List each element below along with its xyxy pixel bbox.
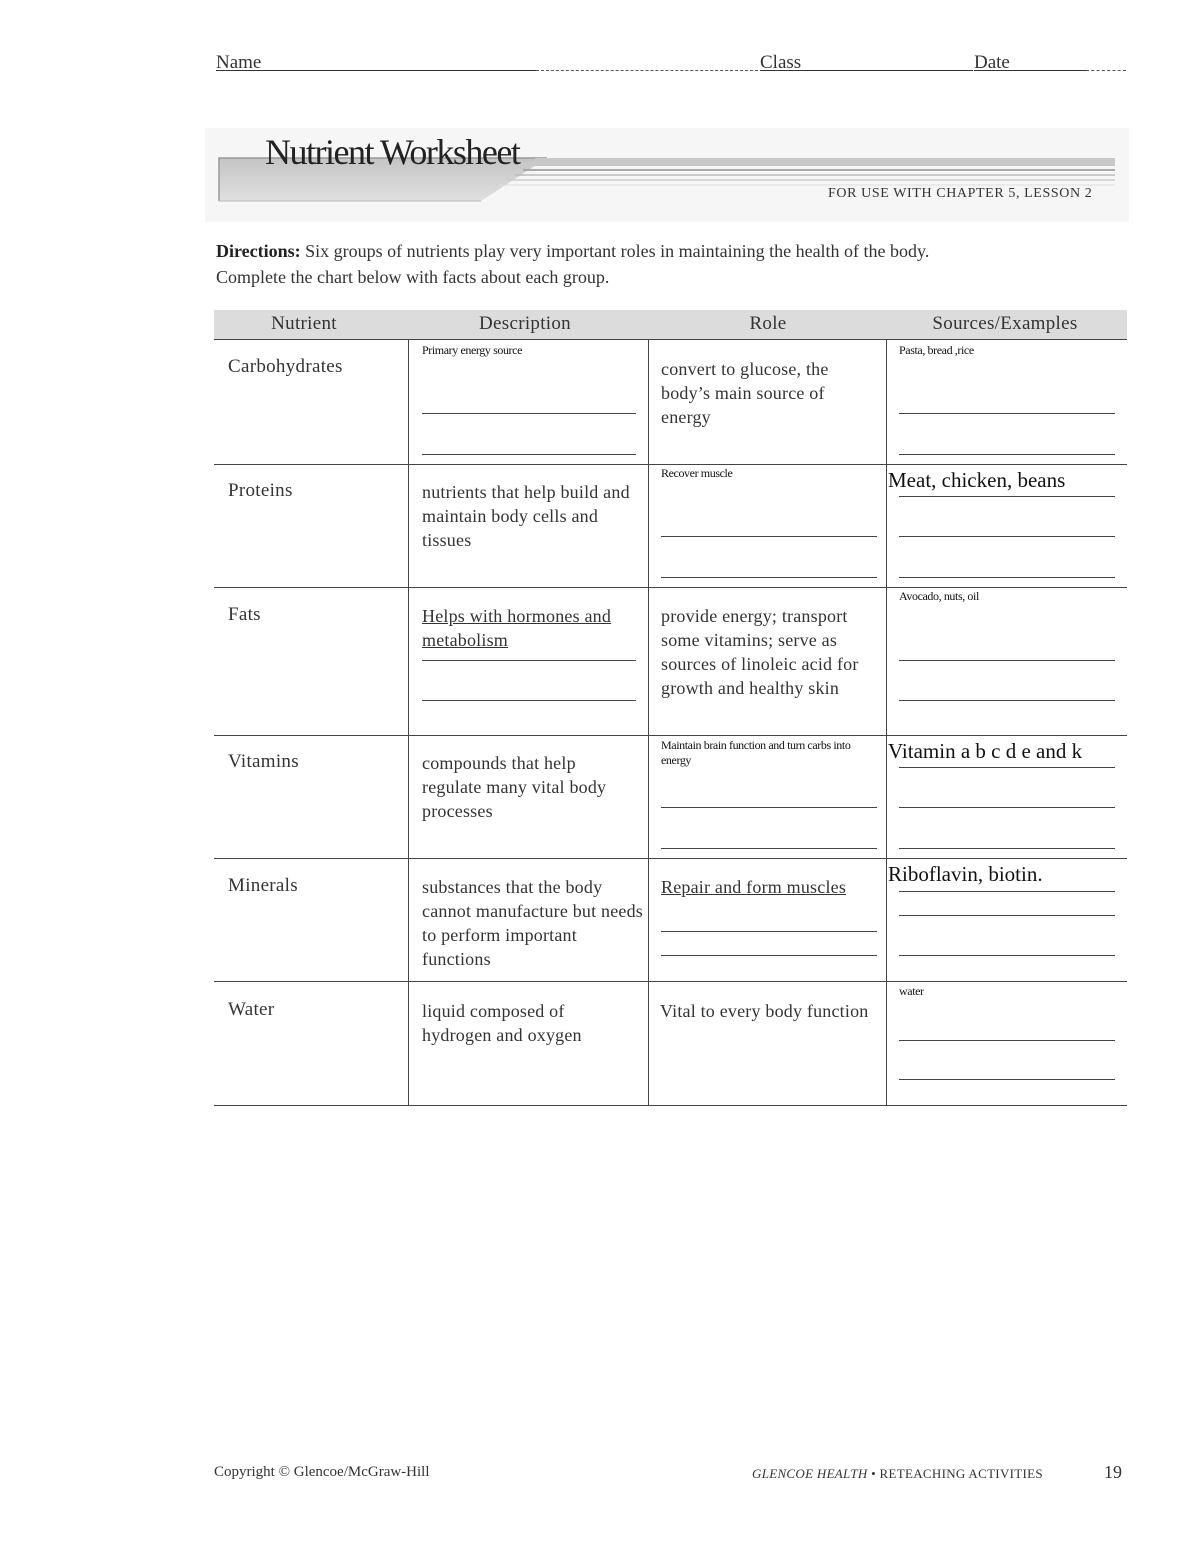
series-footer (752, 1466, 1043, 1482)
name-label: Name (216, 52, 262, 73)
answer-carbohydrates-sources[interactable]: Pasta, bread ,rice (899, 343, 974, 357)
answer-line[interactable] (899, 577, 1115, 578)
answer-line[interactable] (899, 955, 1115, 956)
header-sources: Sources/Examples (932, 313, 1078, 334)
row-divider (214, 1105, 1127, 1106)
answer-line[interactable] (422, 700, 636, 701)
answer-line[interactable] (661, 577, 877, 578)
nutrient-fats: Fats (228, 604, 261, 625)
answer-line[interactable] (661, 931, 877, 932)
row-divider (214, 858, 1127, 859)
answer-water-role[interactable]: Vital to every body function (660, 1001, 869, 1021)
answer-proteins-sources[interactable]: Meat, chicken, beans (888, 468, 1066, 492)
answer-vitamins-role[interactable]: Maintain brain function and turn carbs into energy (661, 738, 851, 767)
page-number: 19 (1104, 1462, 1122, 1482)
description-proteins: nutrients that help build and maintain body cells and tissues (422, 482, 630, 550)
class-line[interactable] (760, 70, 973, 71)
name-line[interactable] (216, 70, 536, 71)
answer-line[interactable] (899, 454, 1115, 455)
answer-line[interactable] (899, 700, 1115, 701)
directions (216, 238, 936, 290)
answer-line[interactable] (661, 955, 877, 956)
answer-line[interactable] (661, 848, 877, 849)
description-minerals: substances that the body cannot manufacture but needs to perform important functions (422, 877, 644, 969)
description-water: liquid composed of hydrogen and oxygen (422, 1001, 582, 1045)
book-title: GLENCOE HEALTH (752, 1466, 868, 1481)
answer-line[interactable] (899, 413, 1115, 414)
class-label: Class (760, 52, 802, 73)
answer-line[interactable] (899, 496, 1115, 497)
answer-line[interactable] (899, 660, 1115, 661)
column-divider (408, 339, 409, 1106)
answer-water-sources[interactable]: water (899, 984, 924, 998)
nutrient-water: Water (228, 999, 275, 1020)
answer-line[interactable] (422, 660, 636, 661)
answer-minerals-role[interactable]: Repair and form muscles (661, 877, 847, 897)
row-divider (214, 981, 1127, 982)
answer-line[interactable] (661, 807, 877, 808)
answer-line[interactable] (899, 767, 1115, 768)
date-label: Date (974, 52, 1010, 73)
row-divider (214, 735, 1127, 736)
answer-line[interactable] (899, 1040, 1115, 1041)
answer-line[interactable] (899, 915, 1115, 916)
row-divider (214, 464, 1127, 465)
answer-minerals-sources[interactable]: Riboflavin, biotin. (888, 862, 1043, 886)
answer-fats-description[interactable]: Helps with hormones and metabolism (422, 606, 612, 650)
answer-carbohydrates-description[interactable]: Primary energy source (422, 343, 523, 357)
nutrient-carbohydrates: Carbohydrates (228, 356, 343, 377)
answer-line[interactable] (661, 536, 877, 537)
directions-text: Six groups of nutrients play very important roles in maintaining the health of the body. Complete the chart below with facts about each group. (216, 241, 930, 287)
nutrient-minerals: Minerals (228, 875, 298, 896)
row-divider (214, 587, 1127, 588)
date-line-dashed (1086, 70, 1126, 71)
answer-line[interactable] (422, 454, 636, 455)
nutrient-vitamins: Vitamins (228, 751, 299, 772)
worksheet-title: Nutrient Worksheet (265, 132, 520, 172)
role-fats: provide energy; transport some vitamins; serve as sources of linoleic acid for growth and healthy skin (661, 606, 859, 698)
header-nutrient: Nutrient (271, 313, 337, 334)
column-divider (648, 339, 649, 1106)
column-divider (886, 339, 887, 1106)
series-name: RETEACHING ACTIVITIES (879, 1466, 1043, 1481)
copyright-notice: Copyright © Glencoe/McGraw-Hill (214, 1464, 430, 1480)
answer-vitamins-sources[interactable]: Vitamin a b c d e and k (888, 739, 1083, 763)
directions-label: Directions: (216, 241, 301, 261)
answer-line[interactable] (899, 807, 1115, 808)
answer-line[interactable] (899, 891, 1115, 892)
description-vitamins: compounds that help regulate many vital body processes (422, 753, 607, 821)
answer-line[interactable] (899, 848, 1115, 849)
name-line-dashed (536, 70, 758, 71)
footer-separator: • (871, 1466, 876, 1481)
answer-line[interactable] (899, 1079, 1115, 1080)
answer-fats-sources[interactable]: Avocado, nuts, oil (899, 589, 979, 603)
worksheet-subtitle: FOR USE WITH CHAPTER 5, LESSON 2 (828, 186, 1093, 201)
header-description: Description (479, 313, 571, 334)
header-role: Role (749, 313, 787, 334)
answer-line[interactable] (422, 413, 636, 414)
answer-proteins-role[interactable]: Recover muscle (661, 466, 733, 480)
date-line[interactable] (974, 70, 1086, 71)
nutrient-proteins: Proteins (228, 480, 293, 501)
role-carbohydrates: convert to glucose, the body’s main source of energy (661, 359, 829, 427)
answer-line[interactable] (899, 536, 1115, 537)
row-divider (214, 339, 1127, 340)
